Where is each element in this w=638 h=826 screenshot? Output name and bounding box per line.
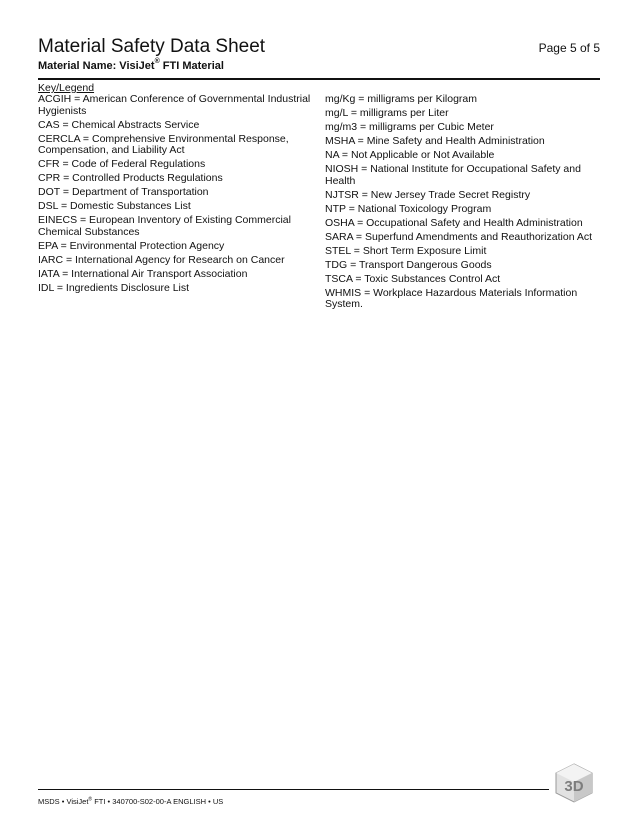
legend-entry: NJTSR = New Jersey Trade Secret Registry bbox=[325, 188, 531, 201]
legend-entry: IATA = International Air Transport Association bbox=[38, 267, 248, 280]
legend-entry: SARA = Superfund Amendments and Reauthorization Act bbox=[325, 230, 593, 243]
header-divider bbox=[38, 78, 600, 80]
logo-graphic bbox=[552, 762, 596, 804]
legend-heading: Key/Legend bbox=[38, 82, 95, 94]
registered-mark: ® bbox=[154, 58, 160, 66]
page-indicator: Page 5 of 5 bbox=[538, 41, 600, 55]
3d-systems-logo-icon bbox=[552, 762, 596, 804]
legend-entry: NA = Not Applicable or Not Available bbox=[325, 149, 495, 161]
legend-entry: TDG = Transport Dangerous Goods bbox=[325, 258, 492, 271]
legend-entry: EINECS = European Inventory of Existing Commercial Chemical Substances bbox=[38, 214, 291, 238]
legend-entry: MSHA = Mine Safety and Health Administration bbox=[325, 135, 545, 147]
material-name bbox=[38, 59, 224, 73]
legend-entry: mg/Kg = milligrams per Kilogram bbox=[325, 93, 478, 105]
legend-entry: TSCA = Toxic Substances Control Act bbox=[325, 272, 501, 285]
legend-entry: NTP = National Toxicology Program bbox=[325, 202, 492, 215]
legend-entry: mg/m3 = milligrams per Cubic Meter bbox=[325, 121, 494, 133]
footer-suffix: FTI • 340700-S02-00-A ENGLISH • US bbox=[92, 797, 224, 806]
footer-divider bbox=[38, 789, 549, 790]
legend-entry: CFR = Code of Federal Regulations bbox=[38, 158, 206, 170]
material-suffix: FTI Material bbox=[159, 60, 224, 72]
legend-entry: DOT = Department of Transportation bbox=[38, 186, 209, 198]
legend-entry: DSL = Domestic Substances List bbox=[38, 200, 191, 212]
legend-entry: IDL = Ingredients Disclosure List bbox=[38, 281, 190, 294]
legend-entry: CPR = Controlled Products Regulations bbox=[38, 172, 223, 184]
legend-entry: EPA = Environmental Protection Agency bbox=[38, 239, 225, 252]
legend-entry: CAS = Chemical Abstracts Service bbox=[38, 118, 200, 131]
legend-entry: STEL = Short Term Exposure Limit bbox=[325, 244, 487, 257]
legend-left-column bbox=[38, 94, 314, 297]
legend-entry: WHMIS = Workplace Hazardous Materials Information System. bbox=[325, 286, 578, 310]
legend-entry: OSHA = Occupational Safety and Health Administration bbox=[325, 216, 583, 229]
legend-right-column bbox=[325, 94, 605, 313]
footer-text bbox=[38, 797, 223, 807]
footer-prefix: MSDS • VisiJet bbox=[38, 797, 89, 806]
legend-entry: CERCLA = Comprehensive Environmental Response, Compensation, and Liability Act bbox=[38, 132, 289, 156]
legend-entry: NIOSH = National Institute for Occupational Safety and Health bbox=[325, 163, 581, 187]
legend-entry: mg/L = milligrams per Liter bbox=[325, 107, 449, 119]
legend-entry: IARC = International Agency for Research on Cancer bbox=[38, 253, 285, 266]
legend-entry: ACGIH = American Conference of Governmental Industrial Hygienists bbox=[38, 93, 311, 117]
logo-text: 3D bbox=[564, 778, 584, 795]
material-label: Material Name: VisiJet bbox=[38, 60, 155, 72]
footer-registered-mark: ® bbox=[88, 796, 93, 803]
document-title: Material Safety Data Sheet bbox=[38, 36, 266, 57]
page-header bbox=[38, 36, 600, 78]
